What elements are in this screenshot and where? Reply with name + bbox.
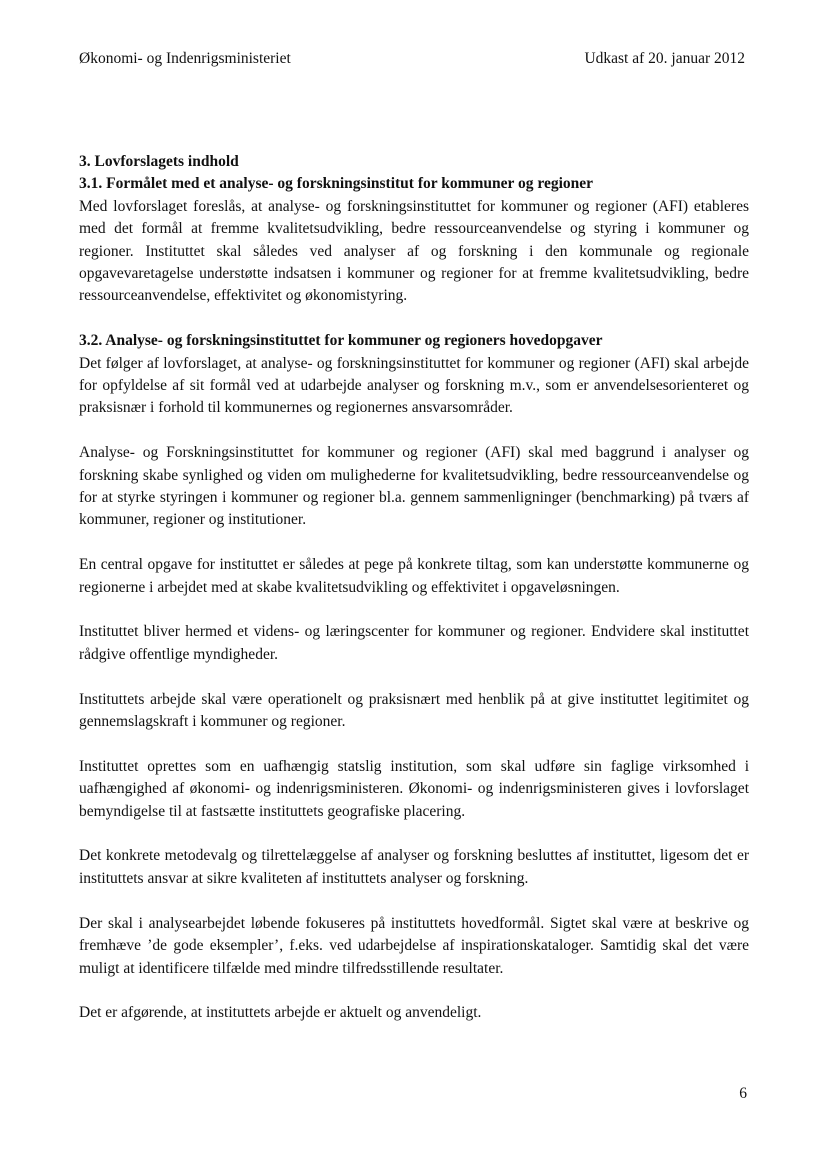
paragraph-3-2-3: En central opgave for instituttet er således at pege på konkrete tiltag, som kan understøtte kommunerne og regionerne i arbejdet med at skabe kvalitetsudvikling og effektivitet i opgaveløsningen. [79, 556, 749, 596]
paragraph-3-2-8: Der skal i analysearbejdet løbende fokuseres på instituttets hovedformål. Sigtet skal være at beskrive og fremhæve ’de gode eksempler’, f.eks. ved udarbejdelse af inspirationskataloger. Samtidig skal det være muligt at identificere tilfælde med mindre tilfredsstillende resultater. [79, 914, 749, 977]
paragraph-3-2-6: Instituttet oprettes som en uafhængig statslig institution, som skal udføre sin faglige virksomhed i uafhængighed af økonomi- og indenrigsministeren. Økonomi- og indenrigsministeren gives i lovforslaget bemyndigelse til at fastsætte instituttets geografiske placering. [79, 757, 749, 820]
paragraph-3-2-2: Analyse- og Forskningsinstituttet for kommuner og regioner (AFI) skal med baggrund i analyser og forskning skabe synlighed og viden om mulighederne for kvalitetsudvikling, bedre ressourceanvendelse og for at styrke styringen i kommuner og regioner bl.a. gennem sammenligninger (benchmarking) på tværs af kommuner, regioner og institutioner. [79, 444, 749, 529]
section-heading-3-1: 3.1. Formålet med et analyse- og forskningsinstitut for kommuner og regioner [79, 175, 594, 193]
paragraph-3-2-4: Instituttet bliver hermed et videns- og læringscenter for kommuner og regioner. Endvidere skal instituttet rådgive offentlige myndigheder. [79, 623, 749, 663]
document-body [79, 151, 749, 1047]
header-ministry: Økonomi- og Indenrigsministeriet [79, 50, 291, 67]
section-heading-3: 3. Lovforslagets indhold [79, 153, 239, 170]
paragraph-3-2-9: Det er afgørende, at instituttets arbejde er aktuelt og anvendeligt. [79, 1004, 482, 1022]
paragraph-3-1: Med lovforslaget foreslås, at analyse- og forskningsinstituttet for kommuner og regioner (AFI) etableres med det formål at fremme kvalitetsudvikling, bedre ressourceanvendelse og styring i kommuner og regioner. Instituttet skal således ved analyser af og forskning i den kommunale og regionale opgavevaretagelse understøtte indsatsen i kommuner og regioner for at fremme kvalitetsudvikling, bedre ressourceanvendelse, effektivitet og økonomistyring. [79, 197, 749, 305]
header-draft-date: Udkast af 20. januar 2012 [584, 50, 745, 67]
paragraph-3-2-7: Det konkrete metodevalg og tilrettelæggelse af analyser og forskning besluttes af instituttet, ligesom det er instituttets ansvar at sikre kvaliteten af instituttets analyser og forskning. [79, 847, 749, 887]
page-header [79, 48, 745, 70]
section-heading-3-2: 3.2. Analyse- og forskningsinstituttet for kommuner og regioners hovedopgaver [79, 332, 603, 350]
paragraph-3-2-1: Det følger af lovforslaget, at analyse- og forskningsinstituttet for kommuner og regioner (AFI) skal arbejde for opfyldelse af sit formål ved at udarbejde analyser og forskning m.v., som er anvendelsesorienteret og praksisnær i forhold til kommunernes og regionernes ansvarsområder. [79, 354, 749, 417]
page-number: 6 [739, 1085, 747, 1102]
paragraph-3-2-5: Instituttets arbejde skal være operationelt og praksisnært med henblik på at give instituttet legitimitet og gennemslagskraft i kommuner og regioner. [79, 690, 749, 731]
